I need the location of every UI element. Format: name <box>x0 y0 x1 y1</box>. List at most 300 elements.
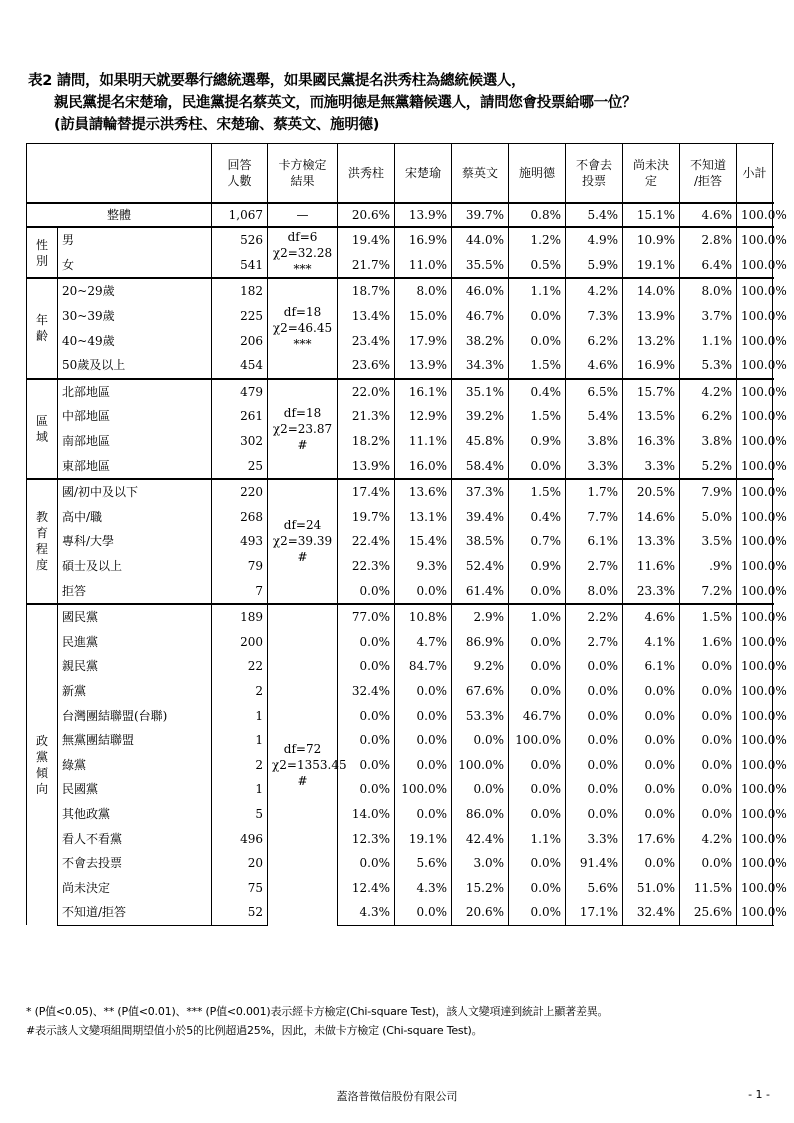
percent-cell: 5.6% <box>395 851 452 876</box>
percent-cell: 17.9% <box>395 328 452 353</box>
percent-cell: 100.0% <box>452 752 509 777</box>
percent-cell: 0.0% <box>509 679 566 704</box>
percent-cell: 39.2% <box>452 404 509 429</box>
percent-cell: 16.0% <box>395 453 452 479</box>
row-label: 20~29歲 <box>58 278 212 304</box>
row-label: 南部地區 <box>58 429 212 454</box>
percent-cell: 100.0% <box>737 404 773 429</box>
percent-cell: 5.6% <box>566 875 623 900</box>
percent-cell: 11.1% <box>395 429 452 454</box>
percent-cell: 3.8% <box>680 429 737 454</box>
percent-cell: 0.0% <box>338 728 395 753</box>
percent-cell: 0.0% <box>509 654 566 679</box>
table-row <box>27 529 773 554</box>
percent-cell: 0.0% <box>623 851 680 876</box>
table-row <box>27 802 773 827</box>
percent-cell: 5.4% <box>566 404 623 429</box>
respondent-count: 25 <box>212 453 268 479</box>
row-label: 台灣團結聯盟(台聯) <box>58 703 212 728</box>
percent-cell: 39.4% <box>452 505 509 530</box>
percent-cell: 10.9% <box>623 227 680 253</box>
percent-cell: 100.0% <box>737 900 773 925</box>
respondent-count: 302 <box>212 429 268 454</box>
percent-cell: 2.7% <box>566 554 623 579</box>
percent-cell: 61.4% <box>452 578 509 604</box>
percent-cell: 13.6% <box>395 479 452 505</box>
respondent-count: 526 <box>212 227 268 253</box>
percent-cell: 4.6% <box>566 353 623 379</box>
respondent-count: 20 <box>212 851 268 876</box>
percent-cell: 1.5% <box>680 604 737 630</box>
percent-cell: 0.0% <box>338 578 395 604</box>
percent-cell: 13.5% <box>623 404 680 429</box>
respondent-count: 52 <box>212 900 268 925</box>
percent-cell: 0.0% <box>566 752 623 777</box>
row-label: 東部地區 <box>58 453 212 479</box>
percent-cell: 4.6% <box>680 203 737 227</box>
percent-cell: 100.0% <box>737 203 773 227</box>
percent-cell: 20.6% <box>452 900 509 925</box>
table-row <box>27 630 773 655</box>
percent-cell: 11.5% <box>680 875 737 900</box>
table-title <box>28 70 768 136</box>
footer-company: 蓋洛普徵信股份有限公司 <box>336 1090 458 1103</box>
percent-cell: 52.4% <box>452 554 509 579</box>
respondent-count: 454 <box>212 353 268 379</box>
percent-cell: 7.9% <box>680 479 737 505</box>
percent-cell: 14.0% <box>623 278 680 304</box>
percent-cell: 0.0% <box>509 328 566 353</box>
percent-cell: 3.7% <box>680 304 737 329</box>
respondent-count: 189 <box>212 604 268 630</box>
percent-cell: 0.0% <box>509 900 566 925</box>
percent-cell: 0.0% <box>395 703 452 728</box>
row-label: 整體 <box>27 203 212 227</box>
percent-cell: 13.4% <box>338 304 395 329</box>
row-label: 民國黨 <box>58 777 212 802</box>
percent-cell: 0.0% <box>452 777 509 802</box>
percent-cell: 1.1% <box>680 328 737 353</box>
percent-cell: 100.0% <box>737 630 773 655</box>
percent-cell: 100.0% <box>737 578 773 604</box>
respondent-count: 206 <box>212 328 268 353</box>
respondent-count: 541 <box>212 253 268 279</box>
percent-cell: 0.8% <box>509 203 566 227</box>
percent-cell: 100.0% <box>737 328 773 353</box>
row-label: 碩士及以上 <box>58 554 212 579</box>
table-row <box>27 404 773 429</box>
percent-cell: 0.0% <box>509 752 566 777</box>
percent-cell: 35.5% <box>452 253 509 279</box>
percent-cell: 0.0% <box>452 728 509 753</box>
percent-cell: 0.0% <box>623 703 680 728</box>
percent-cell: 0.0% <box>338 703 395 728</box>
percent-cell: 46.7% <box>509 703 566 728</box>
percent-cell: 22.3% <box>338 554 395 579</box>
percent-cell: 100.0% <box>737 752 773 777</box>
percent-cell: 44.0% <box>452 227 509 253</box>
percent-cell: 100.0% <box>737 777 773 802</box>
respondent-count: 5 <box>212 802 268 827</box>
percent-cell: 0.0% <box>395 802 452 827</box>
respondent-count: 2 <box>212 752 268 777</box>
percent-cell: 84.7% <box>395 654 452 679</box>
percent-cell: 0.0% <box>395 752 452 777</box>
respondent-count: 22 <box>212 654 268 679</box>
percent-cell: 4.2% <box>566 278 623 304</box>
percent-cell: 9.3% <box>395 554 452 579</box>
percent-cell: 13.9% <box>395 353 452 379</box>
respondent-count: 1,067 <box>212 203 268 227</box>
percent-cell: 100.0% <box>737 679 773 704</box>
percent-cell: 4.9% <box>566 227 623 253</box>
row-label: 女 <box>58 253 212 279</box>
percent-cell: 32.4% <box>338 679 395 704</box>
percent-cell: 0.9% <box>509 554 566 579</box>
respondent-count: 2 <box>212 679 268 704</box>
table-row <box>27 851 773 876</box>
percent-cell: 0.0% <box>680 752 737 777</box>
percent-cell: 12.4% <box>338 875 395 900</box>
row-label: 尚未決定 <box>58 875 212 900</box>
percent-cell: 0.0% <box>680 802 737 827</box>
percent-cell: 100.0% <box>737 253 773 279</box>
row-label: 不會去投票 <box>58 851 212 876</box>
percent-cell: 0.0% <box>680 728 737 753</box>
percent-cell: 19.1% <box>395 826 452 851</box>
row-label: 40~49歲 <box>58 328 212 353</box>
table-row <box>27 479 773 505</box>
percent-cell: 58.4% <box>452 453 509 479</box>
percent-cell: 100.0% <box>737 429 773 454</box>
percent-cell: 18.7% <box>338 278 395 304</box>
percent-cell: 3.3% <box>566 826 623 851</box>
percent-cell: 22.4% <box>338 529 395 554</box>
percent-cell: 35.1% <box>452 379 509 405</box>
percent-cell: 4.6% <box>623 604 680 630</box>
percent-cell: 6.1% <box>623 654 680 679</box>
column-header: 洪秀柱 <box>338 144 395 204</box>
row-label: 北部地區 <box>58 379 212 405</box>
percent-cell: 0.0% <box>566 703 623 728</box>
percent-cell: 0.0% <box>395 900 452 925</box>
row-label: 國/初中及以下 <box>58 479 212 505</box>
respondent-count: 200 <box>212 630 268 655</box>
percent-cell: 23.4% <box>338 328 395 353</box>
percent-cell: 3.8% <box>566 429 623 454</box>
percent-cell: 1.5% <box>509 353 566 379</box>
row-label: 其他政黨 <box>58 802 212 827</box>
percent-cell: 7.7% <box>566 505 623 530</box>
percent-cell: 0.0% <box>509 875 566 900</box>
column-header: 不知道 /拒答 <box>680 144 737 204</box>
percent-cell: 15.1% <box>623 203 680 227</box>
percent-cell: 0.0% <box>566 679 623 704</box>
percent-cell: 0.0% <box>566 728 623 753</box>
respondent-count: 493 <box>212 529 268 554</box>
percent-cell: 0.0% <box>680 777 737 802</box>
percent-cell: 19.4% <box>338 227 395 253</box>
percent-cell: 2.8% <box>680 227 737 253</box>
percent-cell: 0.0% <box>623 728 680 753</box>
percent-cell: 17.6% <box>623 826 680 851</box>
percent-cell: 42.4% <box>452 826 509 851</box>
percent-cell: 11.0% <box>395 253 452 279</box>
respondent-count: 1 <box>212 777 268 802</box>
percent-cell: 0.0% <box>338 630 395 655</box>
percent-cell: 100.0% <box>395 777 452 802</box>
table-row <box>27 505 773 530</box>
percent-cell: 0.0% <box>509 453 566 479</box>
percent-cell: 3.3% <box>623 453 680 479</box>
percent-cell: 100.0% <box>737 529 773 554</box>
percent-cell: 0.0% <box>509 777 566 802</box>
percent-cell: 0.0% <box>338 752 395 777</box>
percent-cell: 0.0% <box>338 654 395 679</box>
percent-cell: 86.0% <box>452 802 509 827</box>
table-row <box>27 900 773 925</box>
percent-cell: 21.3% <box>338 404 395 429</box>
percent-cell: 17.1% <box>566 900 623 925</box>
table-row <box>27 453 773 479</box>
percent-cell: 6.1% <box>566 529 623 554</box>
percent-cell: 0.0% <box>623 752 680 777</box>
percent-cell: 0.0% <box>623 777 680 802</box>
percent-cell: 20.5% <box>623 479 680 505</box>
percent-cell: 100.0% <box>737 802 773 827</box>
table-row <box>27 278 773 304</box>
row-label: 中部地區 <box>58 404 212 429</box>
respondent-count: 75 <box>212 875 268 900</box>
percent-cell: 100.0% <box>737 826 773 851</box>
row-label: 無黨團結聯盟 <box>58 728 212 753</box>
group-label: 政 黨 傾 向 <box>27 604 58 925</box>
percent-cell: 0.9% <box>509 429 566 454</box>
percent-cell: 10.8% <box>395 604 452 630</box>
row-label: 男 <box>58 227 212 253</box>
table-body <box>27 203 787 925</box>
percent-cell: 100.0% <box>737 505 773 530</box>
percent-cell: 38.2% <box>452 328 509 353</box>
percent-cell: 16.9% <box>395 227 452 253</box>
respondent-count: 1 <box>212 728 268 753</box>
percent-cell: 0.4% <box>509 379 566 405</box>
row-label: 50歲及以上 <box>58 353 212 379</box>
row-label: 親民黨 <box>58 654 212 679</box>
percent-cell: 2.7% <box>566 630 623 655</box>
percent-cell: 100.0% <box>737 703 773 728</box>
percent-cell: 53.3% <box>452 703 509 728</box>
percent-cell: 23.3% <box>623 578 680 604</box>
percent-cell: 0.0% <box>509 304 566 329</box>
column-header: 施明德 <box>509 144 566 204</box>
percent-cell: 1.1% <box>509 278 566 304</box>
percent-cell: 91.4% <box>566 851 623 876</box>
percent-cell: 6.5% <box>566 379 623 405</box>
percent-cell: 100.0% <box>737 728 773 753</box>
percent-cell: 8.0% <box>680 278 737 304</box>
percent-cell: 23.6% <box>338 353 395 379</box>
row-label: 30~39歲 <box>58 304 212 329</box>
percent-cell: 0.0% <box>338 851 395 876</box>
table-row <box>27 654 773 679</box>
column-header: 不會去 投票 <box>566 144 623 204</box>
percent-cell: 5.2% <box>680 453 737 479</box>
percent-cell: 45.8% <box>452 429 509 454</box>
percent-cell: 21.7% <box>338 253 395 279</box>
row-label: 專科/大學 <box>58 529 212 554</box>
percent-cell: 14.0% <box>338 802 395 827</box>
column-header: 卡方檢定 結果 <box>268 144 338 204</box>
percent-cell: 1.2% <box>509 227 566 253</box>
percent-cell: 4.1% <box>623 630 680 655</box>
percent-cell: 0.0% <box>623 679 680 704</box>
percent-cell: 46.7% <box>452 304 509 329</box>
percent-cell: 3.3% <box>566 453 623 479</box>
respondent-count: 220 <box>212 479 268 505</box>
percent-cell: 0.0% <box>509 578 566 604</box>
percent-cell: 2.2% <box>566 604 623 630</box>
percent-cell: 0.0% <box>566 777 623 802</box>
percent-cell: 8.0% <box>395 278 452 304</box>
row-label: 國民黨 <box>58 604 212 630</box>
percent-cell: 13.2% <box>623 328 680 353</box>
percent-cell: 0.0% <box>680 851 737 876</box>
respondent-count: 1 <box>212 703 268 728</box>
table-row <box>27 554 773 579</box>
percent-cell: 100.0% <box>737 278 773 304</box>
percent-cell: 37.3% <box>452 479 509 505</box>
percent-cell: 16.1% <box>395 379 452 405</box>
percent-cell: 1.5% <box>509 479 566 505</box>
percent-cell: 5.9% <box>566 253 623 279</box>
percent-cell: 51.0% <box>623 875 680 900</box>
percent-cell: 13.3% <box>623 529 680 554</box>
percent-cell: 18.2% <box>338 429 395 454</box>
group-label: 區 域 <box>27 379 58 479</box>
percent-cell: 0.0% <box>395 728 452 753</box>
chi-square-result: — <box>268 203 338 227</box>
percent-cell: 13.1% <box>395 505 452 530</box>
table-row <box>27 429 773 454</box>
percent-cell: 19.1% <box>623 253 680 279</box>
percent-cell: 20.6% <box>338 203 395 227</box>
respondent-count: 7 <box>212 578 268 604</box>
respondent-count: 268 <box>212 505 268 530</box>
percent-cell: 100.0% <box>737 353 773 379</box>
percent-cell: 0.0% <box>509 851 566 876</box>
percent-cell: 7.3% <box>566 304 623 329</box>
respondent-count: 182 <box>212 278 268 304</box>
percent-cell: 4.7% <box>395 630 452 655</box>
table-row <box>27 875 773 900</box>
table-row <box>27 227 773 253</box>
percent-cell: 67.6% <box>452 679 509 704</box>
title-line-3: (訪員請輪替提示洪秀柱、宋楚瑜、蔡英文、施明德) <box>54 117 380 133</box>
percent-cell: 46.0% <box>452 278 509 304</box>
percent-cell: 5.3% <box>680 353 737 379</box>
table-row <box>27 679 773 704</box>
percent-cell: 100.0% <box>737 654 773 679</box>
percent-cell: 100.0% <box>737 379 773 405</box>
percent-cell: .9% <box>680 554 737 579</box>
table-row <box>27 353 773 379</box>
footnote-hash: #表示該人文變項組間期望值小於5的比例超過25%，因此，未做卡方檢定 (Chi-square Test)。 <box>26 1024 483 1037</box>
percent-cell: 2.9% <box>452 604 509 630</box>
row-label: 拒答 <box>58 578 212 604</box>
table-row <box>27 752 773 777</box>
table-row <box>27 826 773 851</box>
percent-cell: 15.7% <box>623 379 680 405</box>
footnotes <box>26 1002 786 1040</box>
percent-cell: 3.5% <box>680 529 737 554</box>
percent-cell: 100.0% <box>737 479 773 505</box>
percent-cell: 13.9% <box>623 304 680 329</box>
row-label: 不知道/拒答 <box>58 900 212 925</box>
percent-cell: 1.0% <box>509 604 566 630</box>
percent-cell: 100.0% <box>737 453 773 479</box>
column-header: 尚未決 定 <box>623 144 680 204</box>
percent-cell: 15.0% <box>395 304 452 329</box>
percent-cell: 100.0% <box>737 851 773 876</box>
table-row <box>27 578 773 604</box>
row-label: 高中/職 <box>58 505 212 530</box>
table-row <box>27 728 773 753</box>
group-label: 教 育 程 度 <box>27 479 58 604</box>
percent-cell: 32.4% <box>623 900 680 925</box>
respondent-count: 225 <box>212 304 268 329</box>
percent-cell: 0.7% <box>509 529 566 554</box>
percent-cell: 16.9% <box>623 353 680 379</box>
percent-cell: 1.7% <box>566 479 623 505</box>
group-label: 性 別 <box>27 227 58 278</box>
percent-cell: 86.9% <box>452 630 509 655</box>
row-label: 民進黨 <box>58 630 212 655</box>
percent-cell: 100.0% <box>737 554 773 579</box>
row-label: 新黨 <box>58 679 212 704</box>
percent-cell: 0.0% <box>509 802 566 827</box>
percent-cell: 7.2% <box>680 578 737 604</box>
table-row <box>27 253 773 279</box>
row-label: 看人不看黨 <box>58 826 212 851</box>
crosstab-table <box>26 143 787 926</box>
percent-cell: 0.0% <box>566 654 623 679</box>
table-row <box>27 379 773 405</box>
percent-cell: 34.3% <box>452 353 509 379</box>
column-header: 回答 人數 <box>212 144 268 204</box>
row-label: 綠黨 <box>58 752 212 777</box>
percent-cell: 5.0% <box>680 505 737 530</box>
table-row <box>27 777 773 802</box>
percent-cell: 15.4% <box>395 529 452 554</box>
percent-cell: 13.9% <box>338 453 395 479</box>
page-number: - 1 - <box>748 1088 770 1101</box>
percent-cell: 15.2% <box>452 875 509 900</box>
title-line-1: 表2 請問，如果明天就要舉行總統選舉，如果國民黨提名洪秀柱為總統候選人， <box>28 73 526 89</box>
percent-cell: 9.2% <box>452 654 509 679</box>
percent-cell: 4.2% <box>680 379 737 405</box>
overall-row <box>27 203 773 227</box>
percent-cell: 4.3% <box>338 900 395 925</box>
chi-square-result: df=72 χ2=1353.45 # <box>268 604 338 925</box>
percent-cell: 3.0% <box>452 851 509 876</box>
percent-cell: 0.0% <box>680 654 737 679</box>
percent-cell: 13.9% <box>395 203 452 227</box>
percent-cell: 17.4% <box>338 479 395 505</box>
percent-cell: 8.0% <box>566 578 623 604</box>
percent-cell: 100.0% <box>737 304 773 329</box>
percent-cell: 0.0% <box>338 777 395 802</box>
